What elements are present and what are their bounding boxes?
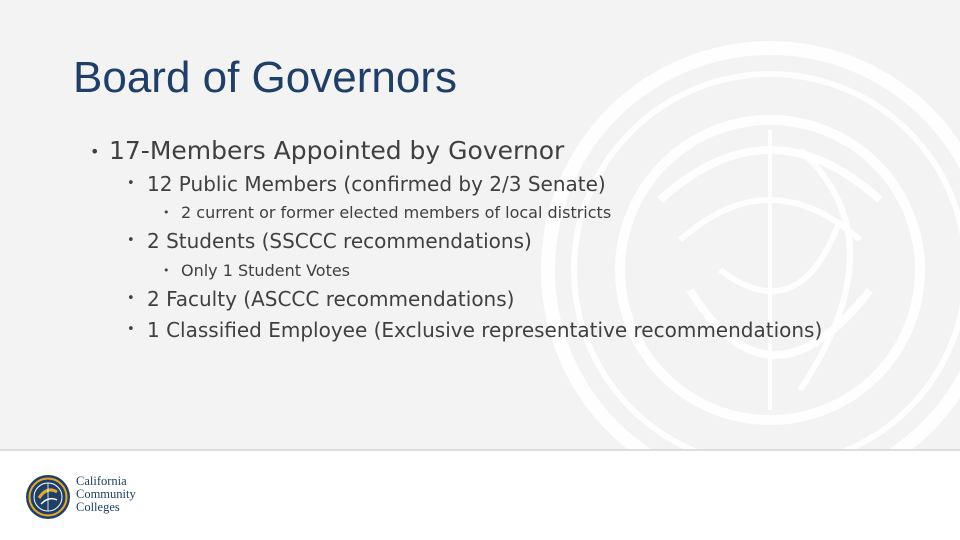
slide-title: Board of Governors: [73, 53, 457, 102]
logo-line: California: [76, 474, 127, 488]
bullet-level-3: [163, 202, 611, 224]
bullet-level-2: [127, 316, 822, 344]
bullet-level-2: [127, 170, 606, 198]
bullet-dot-icon: •: [90, 142, 100, 161]
bullet-dot-icon: •: [163, 206, 170, 219]
bullet-text: 2 Students (SSCCC recommendations): [147, 229, 532, 253]
seal-watermark-icon: [540, 40, 960, 500]
bullet-dot-icon: •: [163, 264, 170, 277]
bullet-text: 1 Classified Employee (Exclusive representative recommendations): [147, 318, 823, 342]
bullet-text: 2 Faculty (ASCCC recommendations): [147, 287, 515, 311]
bullet-level-2: [127, 227, 532, 255]
bullet-level-1: [90, 135, 564, 167]
bullet-dot-icon: •: [127, 176, 135, 191]
bullet-text: 12 Public Members (confirmed by 2/3 Senate): [147, 172, 606, 196]
bullet-dot-icon: •: [127, 322, 135, 337]
bullet-dot-icon: •: [127, 291, 135, 306]
california-community-colleges-seal-icon: [25, 474, 71, 520]
logo-wordmark: [76, 475, 136, 514]
bullet-text: 2 current or former elected members of local districts: [181, 203, 612, 222]
bullet-level-2: [127, 285, 514, 313]
bullet-dot-icon: •: [127, 233, 135, 248]
bullet-text: 17-Members Appointed by Governor: [109, 136, 565, 165]
bullet-level-3: [163, 260, 350, 282]
logo-line: Colleges: [76, 500, 120, 514]
bullet-text: Only 1 Student Votes: [181, 261, 351, 280]
logo-line: Community: [76, 487, 136, 501]
footer: [0, 451, 960, 540]
